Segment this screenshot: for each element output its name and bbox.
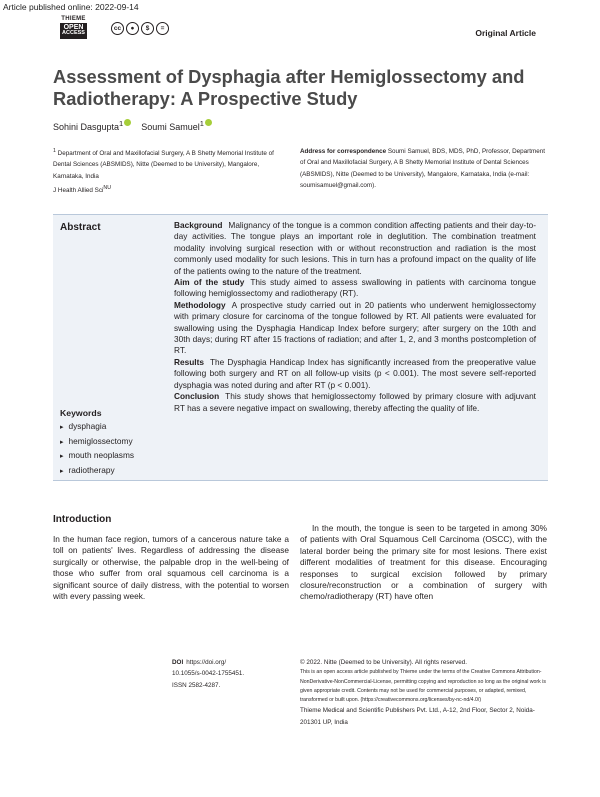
article-title: Assessment of Dysphagia after Hemiglossectomy and Radiotherapy: A Prospective Study xyxy=(53,66,525,109)
author-name: Sohini Dasgupta xyxy=(53,122,120,132)
affiliation-mark: 1 xyxy=(53,148,56,154)
author-affiliation-mark: 1 xyxy=(119,119,124,128)
creative-commons-badge[interactable] xyxy=(111,22,169,35)
doi-label: DOI xyxy=(172,659,184,666)
doi-link[interactable]: https://doi.org/ xyxy=(186,659,227,666)
introduction-heading: Introduction xyxy=(53,514,112,525)
section-label: Background xyxy=(174,220,223,230)
section-label: Results xyxy=(174,356,204,367)
correspondence-address xyxy=(300,146,548,191)
author-list xyxy=(53,119,212,132)
section-text: Malignancy of the tongue is a common condition affecting patients and their day-to-day activities. The tongue plays an important role in deglutition. The combination treatment modality involving surgical resection with or without reconstruction and radiation is the most commonly used modality for such lesions. This in turn has a profound impact on the quality of life of the patients owing to the nature of the treatment. xyxy=(174,220,536,276)
section-label: Aim of the study xyxy=(174,277,245,288)
doi-number[interactable]: 10.1055/s-0042-1755451. xyxy=(172,670,245,678)
keyword-item[interactable]: ▸ hemiglossectomy xyxy=(60,435,134,450)
correspondence-label: Address for correspondence xyxy=(300,148,387,155)
introduction-left-column: In the human face region, tumors of a cancerous nature take a toll on patients' lives. Regardless of addressing the disease surgically or otherwise, the palpable drop in the well-being of those who suffer from oral squamous cell carcinoma is a significant source of daily distress, with the potential to worsen with every passing week. xyxy=(53,534,289,602)
attribution-icon: ● xyxy=(126,22,139,35)
issn: ISSN 2582-4287. xyxy=(172,681,221,689)
abstract-section xyxy=(174,391,536,414)
published-date: Article published online: 2022-09-14 xyxy=(3,2,139,12)
abstract-heading: Abstract xyxy=(60,222,101,233)
abstract-section xyxy=(174,277,536,300)
logo-access-text: ACCESS xyxy=(60,31,87,39)
section-label: Methodology xyxy=(174,299,226,310)
journal-sup: NU xyxy=(103,185,111,191)
section-text: This study aimed to assess swallowing in patients with carcinoma tongue following hemiglossectomy and radiotherapy (RT). xyxy=(174,277,537,299)
license-text: This is an open access article published by Thieme under the terms of the Creative Commons Attribution-NonDerivative-NonCommercial-License, permitting copying and reproduction so long as the original work is given appropriate credit. Contents may not be used for commercial purposes, or adapted, remixed, transformed or built upon. (https://creativecommons.org/licenses/by-nc-nd/4.0/) xyxy=(300,669,546,704)
author-affiliation-mark: 1 xyxy=(199,119,204,128)
doi-block xyxy=(172,657,292,691)
section-text: A prospective study carried out in 20 patients who underwent hemiglossectomy with primary closure for carcinoma of the tongue followed by RT. All patients were evaluated for swallowing using the Dysphagia Handicap Index before surgery; after surgery on the 10th and 30th days; during RT after 15 fractions of radiation; and after 1, 2, and 3 months postcompletion of RT. xyxy=(174,299,536,356)
keyword-item[interactable]: ▸ radiotherapy xyxy=(60,464,134,479)
correspondence-email[interactable]: (e-mail: soumisamuel@gmail.com). xyxy=(300,170,530,189)
article-type: Original Article xyxy=(475,28,536,38)
section-text: The Dysphagia Handicap Index has significantly increased from the preoperative value following both surgery and RT on all follow-up visits (p < 0.001). The most severe self-reported dysphagia was noted during and after RT (p < 0.001). xyxy=(174,356,536,390)
orcid-icon[interactable] xyxy=(205,119,212,126)
journal-citation xyxy=(53,185,111,194)
abstract-section xyxy=(174,220,536,277)
logo-open-text: OPEN xyxy=(60,23,87,31)
abstract-section xyxy=(174,300,536,357)
keyword-list xyxy=(60,420,134,478)
publisher-address: Thieme Medical and Scientific Publishers Pvt. Ltd., A-12, 2nd Floor, Sector 2, Noida-201301 UP, India xyxy=(300,707,535,726)
correspondence-text: Soumi Samuel, BDS, MDS, PhD, Professor, Department of Oral and Maxillofacial Surgery, A B Shetty Memorial Institute of Dental Sciences (ABSMIDS), Nitte (Deemed to be University), Mangalore, Karnataka, India xyxy=(300,148,545,178)
keywords-heading: Keywords xyxy=(60,408,102,418)
copyright-line: © 2022. Nitte (Deemed to be University). All rights reserved. xyxy=(300,659,468,666)
noncommercial-icon: $ xyxy=(141,22,154,35)
abstract-body xyxy=(174,220,536,414)
abstract-section xyxy=(174,357,536,391)
cc-icon: cc xyxy=(111,22,124,35)
copyright-block xyxy=(300,657,548,728)
keyword-item[interactable]: ▸ mouth neoplasms xyxy=(60,449,134,464)
affiliation xyxy=(53,146,285,182)
logo-thieme-text: THIEME xyxy=(61,16,86,22)
affiliation-text: Department of Oral and Maxillofacial Surgery, A B Shetty Memorial Institute of Dental Sciences (ABSMIDS), Nitte (Deemed to be University), Mangalore, Karnataka, India xyxy=(53,150,274,180)
section-text: This study shows that hemiglossectomy followed by primary closure with adjuvant RT has a severe negative impact on swallowing, thereby affecting the quality of life. xyxy=(174,391,536,413)
author-name: Soumi Samuel xyxy=(141,122,200,132)
section-label: Conclusion xyxy=(174,391,220,402)
keyword-item[interactable]: ▸ dysphagia xyxy=(60,420,134,435)
orcid-icon[interactable] xyxy=(124,119,131,126)
noderivatives-icon: = xyxy=(156,22,169,35)
introduction-right-column: In the mouth, the tongue is seen to be targeted in among 30% of patients with Oral Squamous Cell Carcinoma (OSCC), with the lateral border being the primary site for most lesions. There exist different modalities of treatment for this disease. Encouraging responses to surgical excision followed by primary closure/reconstruction or a combination of surgery with chemo/radiotherapy (RT) have often xyxy=(300,523,547,602)
thieme-open-access-logo xyxy=(60,16,87,39)
journal-name: J Health Allied Sci xyxy=(53,187,104,195)
